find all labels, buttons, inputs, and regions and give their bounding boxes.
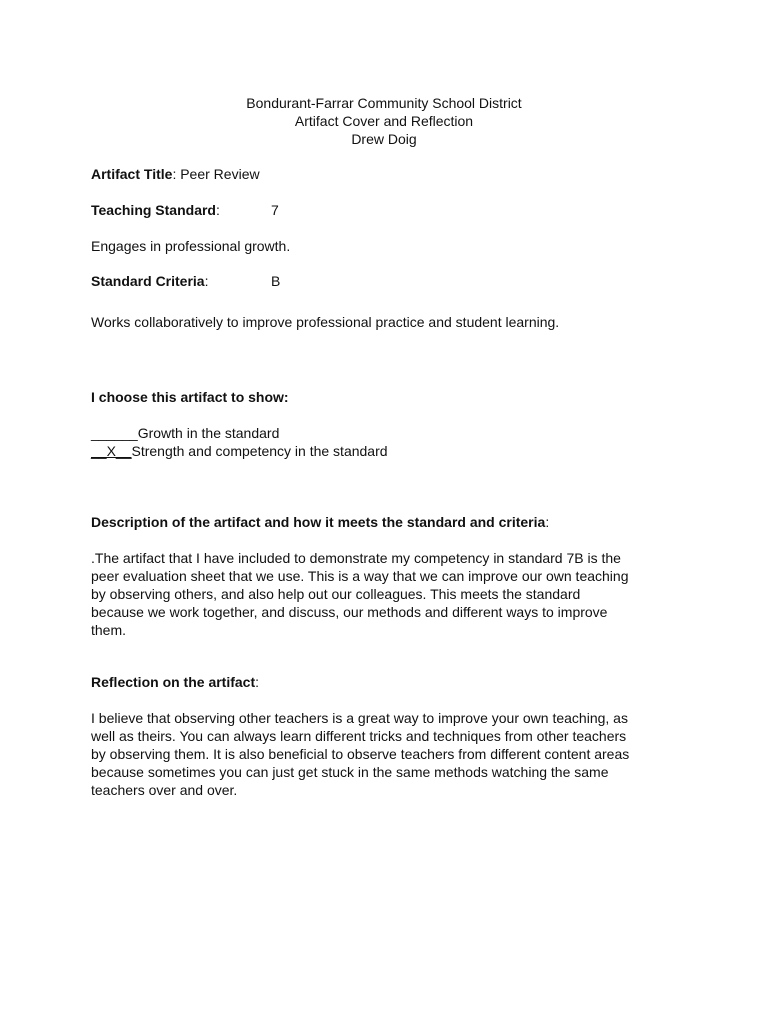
description-heading: Description of the artifact and how it meets the standard and criteria	[91, 514, 546, 530]
description-heading-row	[91, 513, 691, 531]
description-line: .The artifact that I have included to demonstrate my competency in standard 7B is the	[91, 550, 621, 566]
reflection-paragraph	[91, 709, 691, 799]
artifact-title-label: Artifact Title	[91, 166, 173, 182]
standard-criteria-description: Works collaboratively to improve professional practice and student learning.	[91, 314, 560, 330]
reflection-line: by observing them. It is also beneficial to observe teachers from different content areas	[91, 746, 630, 762]
artifact-title-colon: :	[172, 166, 181, 182]
teaching-standard-description: Engages in professional growth.	[91, 238, 291, 254]
standard-criteria-label: Standard Criteria	[91, 273, 205, 289]
teaching-standard-value: 7	[271, 202, 279, 218]
reflection-heading-colon: :	[255, 674, 260, 690]
growth-blank: ______	[91, 425, 138, 441]
reflection-line: teachers over and over.	[91, 782, 238, 798]
reflection-line: because sometimes you can just get stuck in the same methods watching the same	[91, 764, 609, 780]
author-name: Drew Doig	[351, 131, 417, 147]
description-heading-colon: :	[545, 514, 550, 530]
teaching-standard-row	[91, 201, 691, 219]
description-line: because we work together, and discuss, our methods and different ways to improve	[91, 604, 608, 620]
artifact-title-value: Peer Review	[180, 166, 260, 182]
strength-mark: __X__	[91, 443, 132, 459]
district-name: Bondurant-Farrar Community School District	[246, 95, 522, 111]
description-line: by observing others, and also help out our colleagues. This meets the standard	[91, 586, 581, 602]
teaching-standard-label: Teaching Standard	[91, 202, 216, 218]
growth-text: Growth in the standard	[137, 425, 280, 441]
reflection-line: well as theirs. You can always learn different tricks and techniques from other teachers	[91, 728, 627, 744]
standard-criteria-value: B	[271, 273, 281, 289]
description-paragraph	[91, 549, 691, 639]
standard-criteria-row	[91, 272, 691, 290]
reflection-heading-row	[91, 673, 691, 691]
teaching-standard-colon: :	[215, 202, 220, 218]
document-header	[0, 94, 768, 148]
artifact-title-row	[91, 165, 691, 183]
choose-option-strength	[91, 442, 691, 460]
description-line: them.	[91, 622, 127, 638]
reflection-heading: Reflection on the artifact	[91, 674, 256, 690]
choose-option-growth	[91, 424, 691, 442]
description-line: peer evaluation sheet that we use. This is a way that we can improve our own teaching	[91, 568, 629, 584]
document-subtitle: Artifact Cover and Reflection	[294, 113, 474, 129]
choose-heading: I choose this artifact to show:	[91, 389, 289, 405]
standard-criteria-colon: :	[204, 273, 209, 289]
strength-text: Strength and competency in the standard	[131, 443, 388, 459]
reflection-line: I believe that observing other teachers is a great way to improve your own teaching, as	[91, 710, 628, 726]
